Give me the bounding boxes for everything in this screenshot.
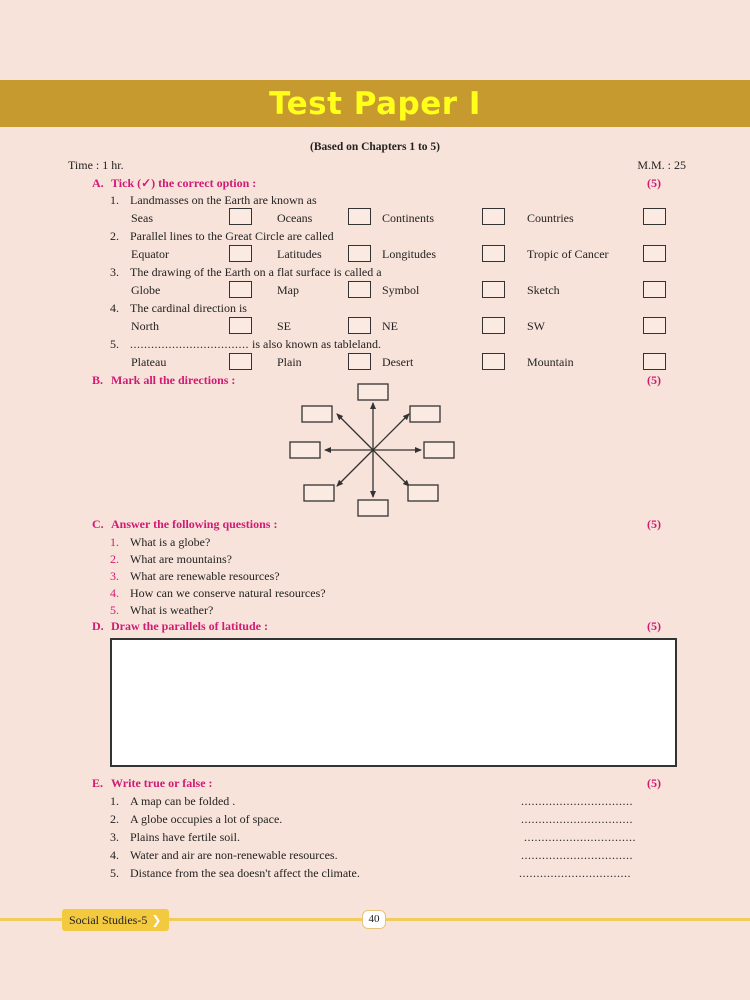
question-c-3: 3. What are renewable resources? <box>110 569 280 583</box>
option-longitudes: Longitudes <box>382 247 436 261</box>
section-e-letter: E. <box>92 776 104 790</box>
section-d-marks: (5) <box>647 619 661 633</box>
arrow-southeast <box>373 450 409 486</box>
section-d-title: Draw the parallels of latitude : <box>111 619 268 633</box>
option-desert: Desert <box>382 355 414 369</box>
footer-subject-tab <box>62 909 169 931</box>
option-globe: Globe <box>131 283 161 297</box>
option-plain: Plain <box>277 355 302 369</box>
section-b-title: Mark all the directions : <box>111 373 236 387</box>
option-map: Map <box>277 283 299 297</box>
option-seas: Seas <box>131 211 153 225</box>
direction-box-north <box>358 384 388 400</box>
question-e-4: 4. Water and air are non-renewable resources. <box>110 848 338 862</box>
option-tropic-of-cancer: Tropic of Cancer <box>527 247 609 261</box>
max-marks: M.M. : 25 <box>637 158 686 172</box>
section-e-title: Write true or false : <box>111 776 213 790</box>
question-3: 3. The drawing of the Earth on a flat surface is called a <box>110 265 382 279</box>
question-e-1: 1. A map can be folded . <box>110 794 236 808</box>
question-2: 2. Parallel lines to the Great Circle are called <box>110 229 334 243</box>
section-e-heading <box>92 776 213 791</box>
option-se: SE <box>277 319 292 333</box>
section-b-letter: B. <box>92 373 104 387</box>
arrow-northwest <box>337 414 373 450</box>
option-plateau: Plateau <box>131 355 167 369</box>
section-a-marks: (5) <box>647 176 661 190</box>
fill-blank: .................................. <box>130 337 249 351</box>
section-c-heading <box>92 517 277 532</box>
time-label: Time : 1 hr. <box>68 158 124 172</box>
answer-blank[interactable]: ................................ <box>521 812 633 826</box>
answer-blank[interactable]: ................................ <box>519 866 631 880</box>
option-countries: Countries <box>527 211 574 225</box>
direction-box-southeast <box>408 485 438 501</box>
question-1: 1. Landmasses on the Earth are known as <box>110 193 317 207</box>
option-symbol: Symbol <box>382 283 420 297</box>
section-d-letter: D. <box>92 619 104 633</box>
section-a-letter: A. <box>92 176 104 190</box>
question-e-5: 5. Distance from the sea doesn't affect the climate. <box>110 866 360 880</box>
direction-box-northwest <box>302 406 332 422</box>
option-equator: Equator <box>131 247 169 261</box>
arrow-northeast <box>373 414 409 450</box>
question-c-2: 2. What are mountains? <box>110 552 232 566</box>
chevron-right-icon: ❯ <box>151 913 162 927</box>
section-d-heading <box>92 619 268 634</box>
question-4: 4. The cardinal direction is <box>110 301 247 315</box>
direction-box-northeast <box>410 406 440 422</box>
option-ne: NE <box>382 319 398 333</box>
section-b-marks: (5) <box>647 373 661 387</box>
section-c-marks: (5) <box>647 517 661 531</box>
section-c-title: Answer the following questions : <box>111 517 278 531</box>
subtitle: (Based on Chapters 1 to 5) <box>309 141 440 153</box>
option-latitudes: Latitudes <box>277 247 322 261</box>
footer-subject: Social Studies-5 <box>69 912 148 927</box>
section-c-letter: C. <box>92 517 104 531</box>
direction-box-south <box>358 500 388 516</box>
direction-box-southwest <box>304 485 334 501</box>
direction-box-west <box>290 442 320 458</box>
direction-box-east <box>424 442 454 458</box>
section-a-title: Tick (✓) the correct option : <box>111 176 257 190</box>
option-oceans: Oceans <box>277 211 313 225</box>
page-number: 40 <box>362 910 386 929</box>
option-mountain: Mountain <box>527 355 574 369</box>
page-title: Test Paper I <box>269 85 481 122</box>
question-e-3: 3. Plains have fertile soil. <box>110 830 240 844</box>
option-north: North <box>131 319 159 333</box>
question-c-1: 1. What is a globe? <box>110 535 211 549</box>
option-sketch: Sketch <box>527 283 560 297</box>
option-continents: Continents <box>382 211 435 225</box>
section-e-marks: (5) <box>647 776 661 790</box>
question-5: 5. .................................. is also known as tableland. <box>110 337 381 351</box>
answer-blank[interactable]: ................................ <box>521 794 633 808</box>
arrow-southwest <box>337 450 373 486</box>
question-c-5: 5. What is weather? <box>110 603 214 617</box>
option-sw: SW <box>527 319 545 333</box>
drawing-area[interactable] <box>110 638 677 767</box>
answer-blank[interactable]: ................................ <box>524 830 636 844</box>
question-e-2: 2. A globe occupies a lot of space. <box>110 812 283 826</box>
answer-blank[interactable]: ................................ <box>521 848 633 862</box>
question-c-4: 4. How can we conserve natural resources? <box>110 586 326 600</box>
